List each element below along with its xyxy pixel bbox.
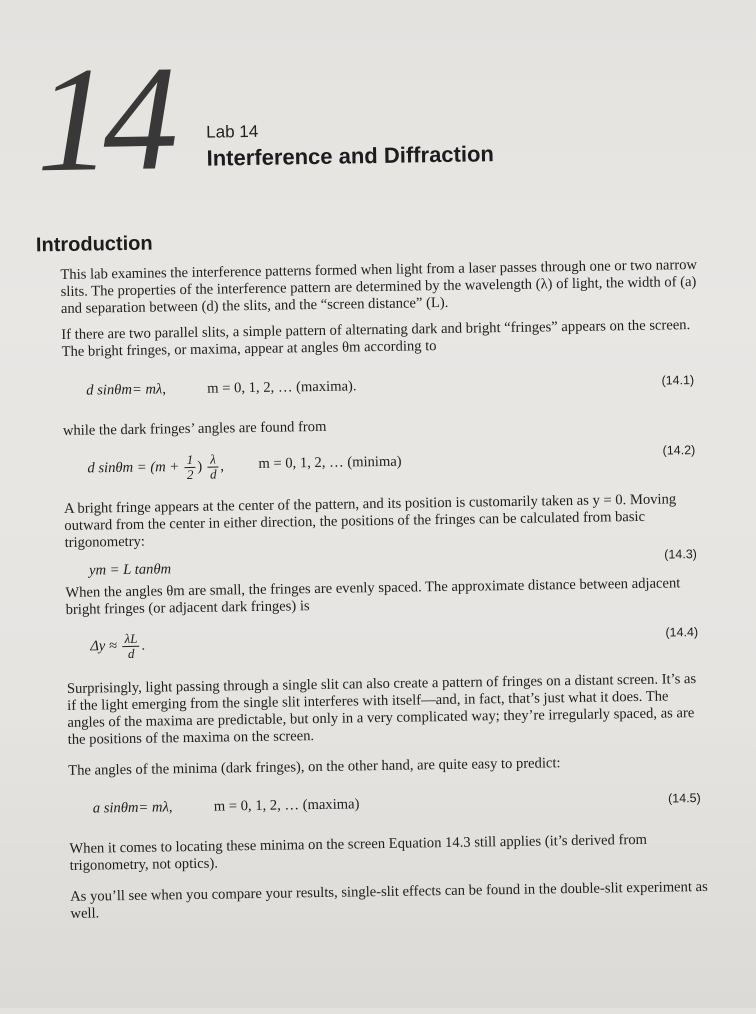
- equation-14-5-number: (14.5): [667, 791, 701, 806]
- paragraph-single-slit: Surprisingly, light passing through a single slit can also create a pattern of fringes on a distant screen. It’s as if the light emerging from the single slit interferes with itself—and, in fact, that’s just what it does. The angles of the maxima are predictable, but only in a very complicated way; they’re irregularly spaced, as are the positions of the maxima on the screen.: [66, 671, 697, 748]
- paragraph-bright-fringe-center: A bright fringe appears at the center of the pattern, and its position is customarily taken as y = 0. Moving outward from the center in either direction, the positions of the fringes can be calculated from basic trigonometry:: [63, 491, 677, 551]
- equation-14-2-condition: m = 0, 1, 2, … (minima): [258, 453, 402, 472]
- equation-14-3-number: (14.3): [664, 547, 697, 562]
- fraction-denominator: 2: [186, 466, 194, 483]
- equation-14-1: [62, 373, 702, 407]
- equation-14-2-fraction-half: [185, 453, 196, 482]
- equation-14-2: [63, 441, 703, 487]
- equation-14-2-number: (14.2): [662, 443, 696, 458]
- equation-14-2-left: d sinθm = (m +: [87, 458, 180, 477]
- equation-14-5: [69, 791, 709, 825]
- paragraph-small-angles: When the angles θm are small, the fringes are evenly spaced. The approximate distance between adjacent bright fringes (or adjacent dark fringes) is: [65, 575, 681, 618]
- fraction-numerator: λ: [208, 453, 219, 468]
- equation-14-4: [66, 619, 706, 665]
- equation-14-2-expression: d sinθm = (m + $\frac{1}{2}$ ) $\frac{\lambda}{d}$ ,: [87, 451, 225, 483]
- paragraph-intro: This lab examines the interference patterns formed when light from a laser passes through one or two narrow slits. The properties of the interference pattern are determined by the wavelength (λ) of light, the width of (a) and separation between (d) the slits, and the “screen distance” (L).: [60, 256, 698, 317]
- chapter-number: 14: [34, 35, 172, 204]
- equation-14-4-number: (14.4): [665, 625, 699, 640]
- equation-14-2-fraction-lambda-d: [208, 453, 219, 482]
- paragraph-dark-fringes: while the dark fringes’ angles are found from: [62, 418, 327, 439]
- equation-14-5-expression: a sinθm= mλ,: [92, 799, 173, 817]
- paragraph-locating-minima: When it comes to locating these minima on the screen Equation 14.3 still applies (it’s derived from trigonometry, not optics).: [69, 831, 648, 874]
- equation-14-4-expression: Δy ≈ $\frac{\lambda L}{d}$ .: [90, 630, 146, 661]
- equation-14-1-expression: d sinθm= mλ,: [86, 381, 167, 399]
- paragraph-compare-results: As you’ll see when you compare your results, single-slit effects can be found in the double-slit experiment as well.: [70, 878, 708, 922]
- equation-14-5-condition: m = 0, 1, 2, … (maxima): [213, 796, 360, 815]
- fraction-numerator: 1: [185, 453, 196, 468]
- lab-title: Interference and Diffraction: [206, 141, 495, 171]
- paragraph-minima: The angles of the minima (dark fringes), on the other hand, are quite easy to predict:: [68, 755, 561, 779]
- equation-14-1-number: (14.1): [661, 373, 695, 388]
- section-heading-introduction: Introduction: [35, 232, 153, 257]
- equation-14-1-condition: m = 0, 1, 2, … (maxima).: [207, 378, 357, 397]
- equation-14-4-left: Δy ≈: [90, 637, 118, 655]
- equation-14-3-expression: ym = L tanθm: [88, 561, 172, 579]
- paragraph-two-slits: If there are two parallel slits, a simple pattern of alternating dark and bright “fringes” appears on the screen. The bright fringes, or maxima, appear at angles θm according to: [61, 317, 691, 360]
- fraction-denominator: d: [127, 645, 135, 661]
- equation-14-4-fraction: [122, 632, 139, 661]
- fraction-denominator: d: [209, 466, 217, 482]
- fraction-numerator: λL: [122, 632, 139, 647]
- lab-label: Lab 14: [206, 121, 259, 142]
